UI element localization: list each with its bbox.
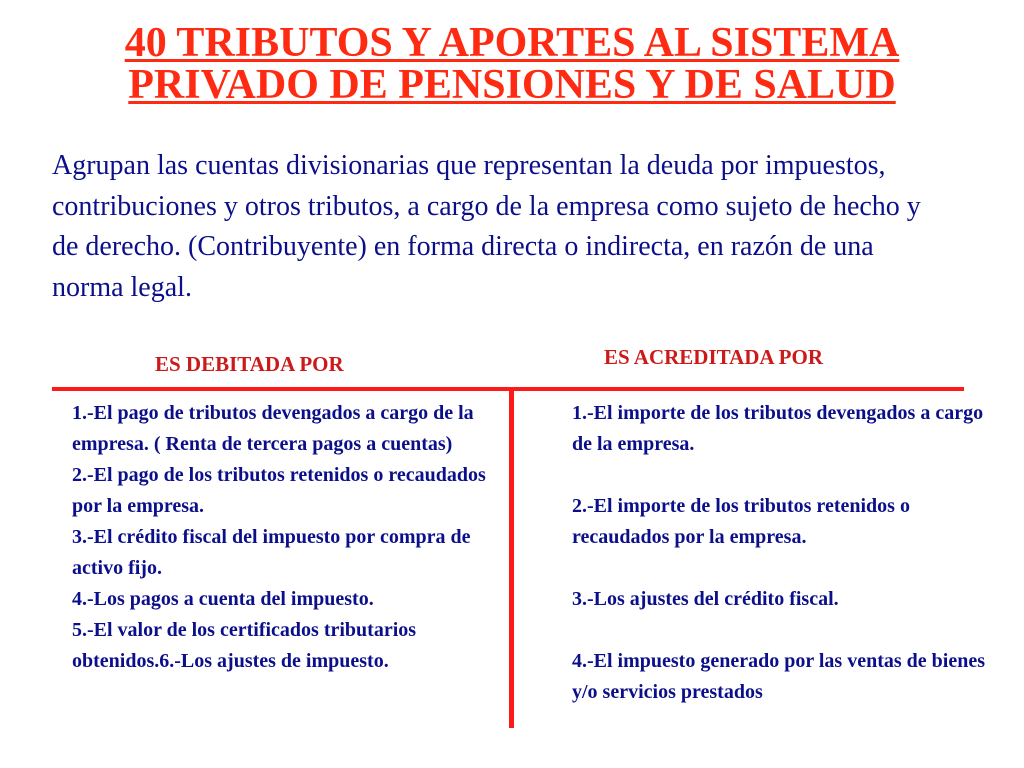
credit-list bbox=[572, 398, 992, 708]
credit-item: 1.-El importe de los tributos devengados a cargo de la empresa. bbox=[572, 402, 984, 455]
t-account-vertical-divider bbox=[509, 390, 514, 728]
slide-title-line-1: 40 TRIBUTOS Y APORTES AL SISTEMA bbox=[124, 20, 900, 66]
slide-title bbox=[0, 22, 1024, 106]
debit-item: 3.-El crédito fiscal del impuesto por compra de activo fijo. bbox=[72, 526, 471, 579]
credit-item: 3.-Los ajustes del crédito fiscal. bbox=[572, 588, 839, 610]
debit-item: 4.-Los pagos a cuenta del impuesto. bbox=[72, 588, 374, 610]
t-account-horizontal-divider bbox=[52, 387, 964, 391]
debit-item: 5.-El valor de los certificados tributarios obtenidos.6.-Los ajustes de impuesto. bbox=[72, 619, 417, 672]
debit-list bbox=[72, 398, 507, 677]
debit-item: 1.-El pago de tributos devengados a cargo de la empresa. ( Renta de tercera pagos a cuentas) bbox=[72, 402, 474, 455]
debit-heading: ES DEBITADA POR bbox=[155, 352, 344, 376]
intro-paragraph: Agrupan las cuentas divisionarias que representan la deuda por impuestos, contribuciones y otros tributos, a cargo de la empresa como sujeto de hecho y de derecho. (Contribuyente) en forma directa o indirecta, en razón de una norma legal. bbox=[52, 150, 921, 303]
credit-item: 2.-El importe de los tributos retenidos o recaudados por la empresa. bbox=[572, 495, 910, 548]
slide-title-line-2: PRIVADO DE PENSIONES Y DE SALUD bbox=[128, 62, 896, 108]
debit-item: 2.-El pago de los tributos retenidos o recaudados por la empresa. bbox=[72, 464, 486, 517]
credit-heading: ES ACREDITADA POR bbox=[604, 345, 823, 369]
credit-item: 4.-El impuesto generado por las ventas de bienes y/o servicios prestados bbox=[572, 650, 985, 703]
